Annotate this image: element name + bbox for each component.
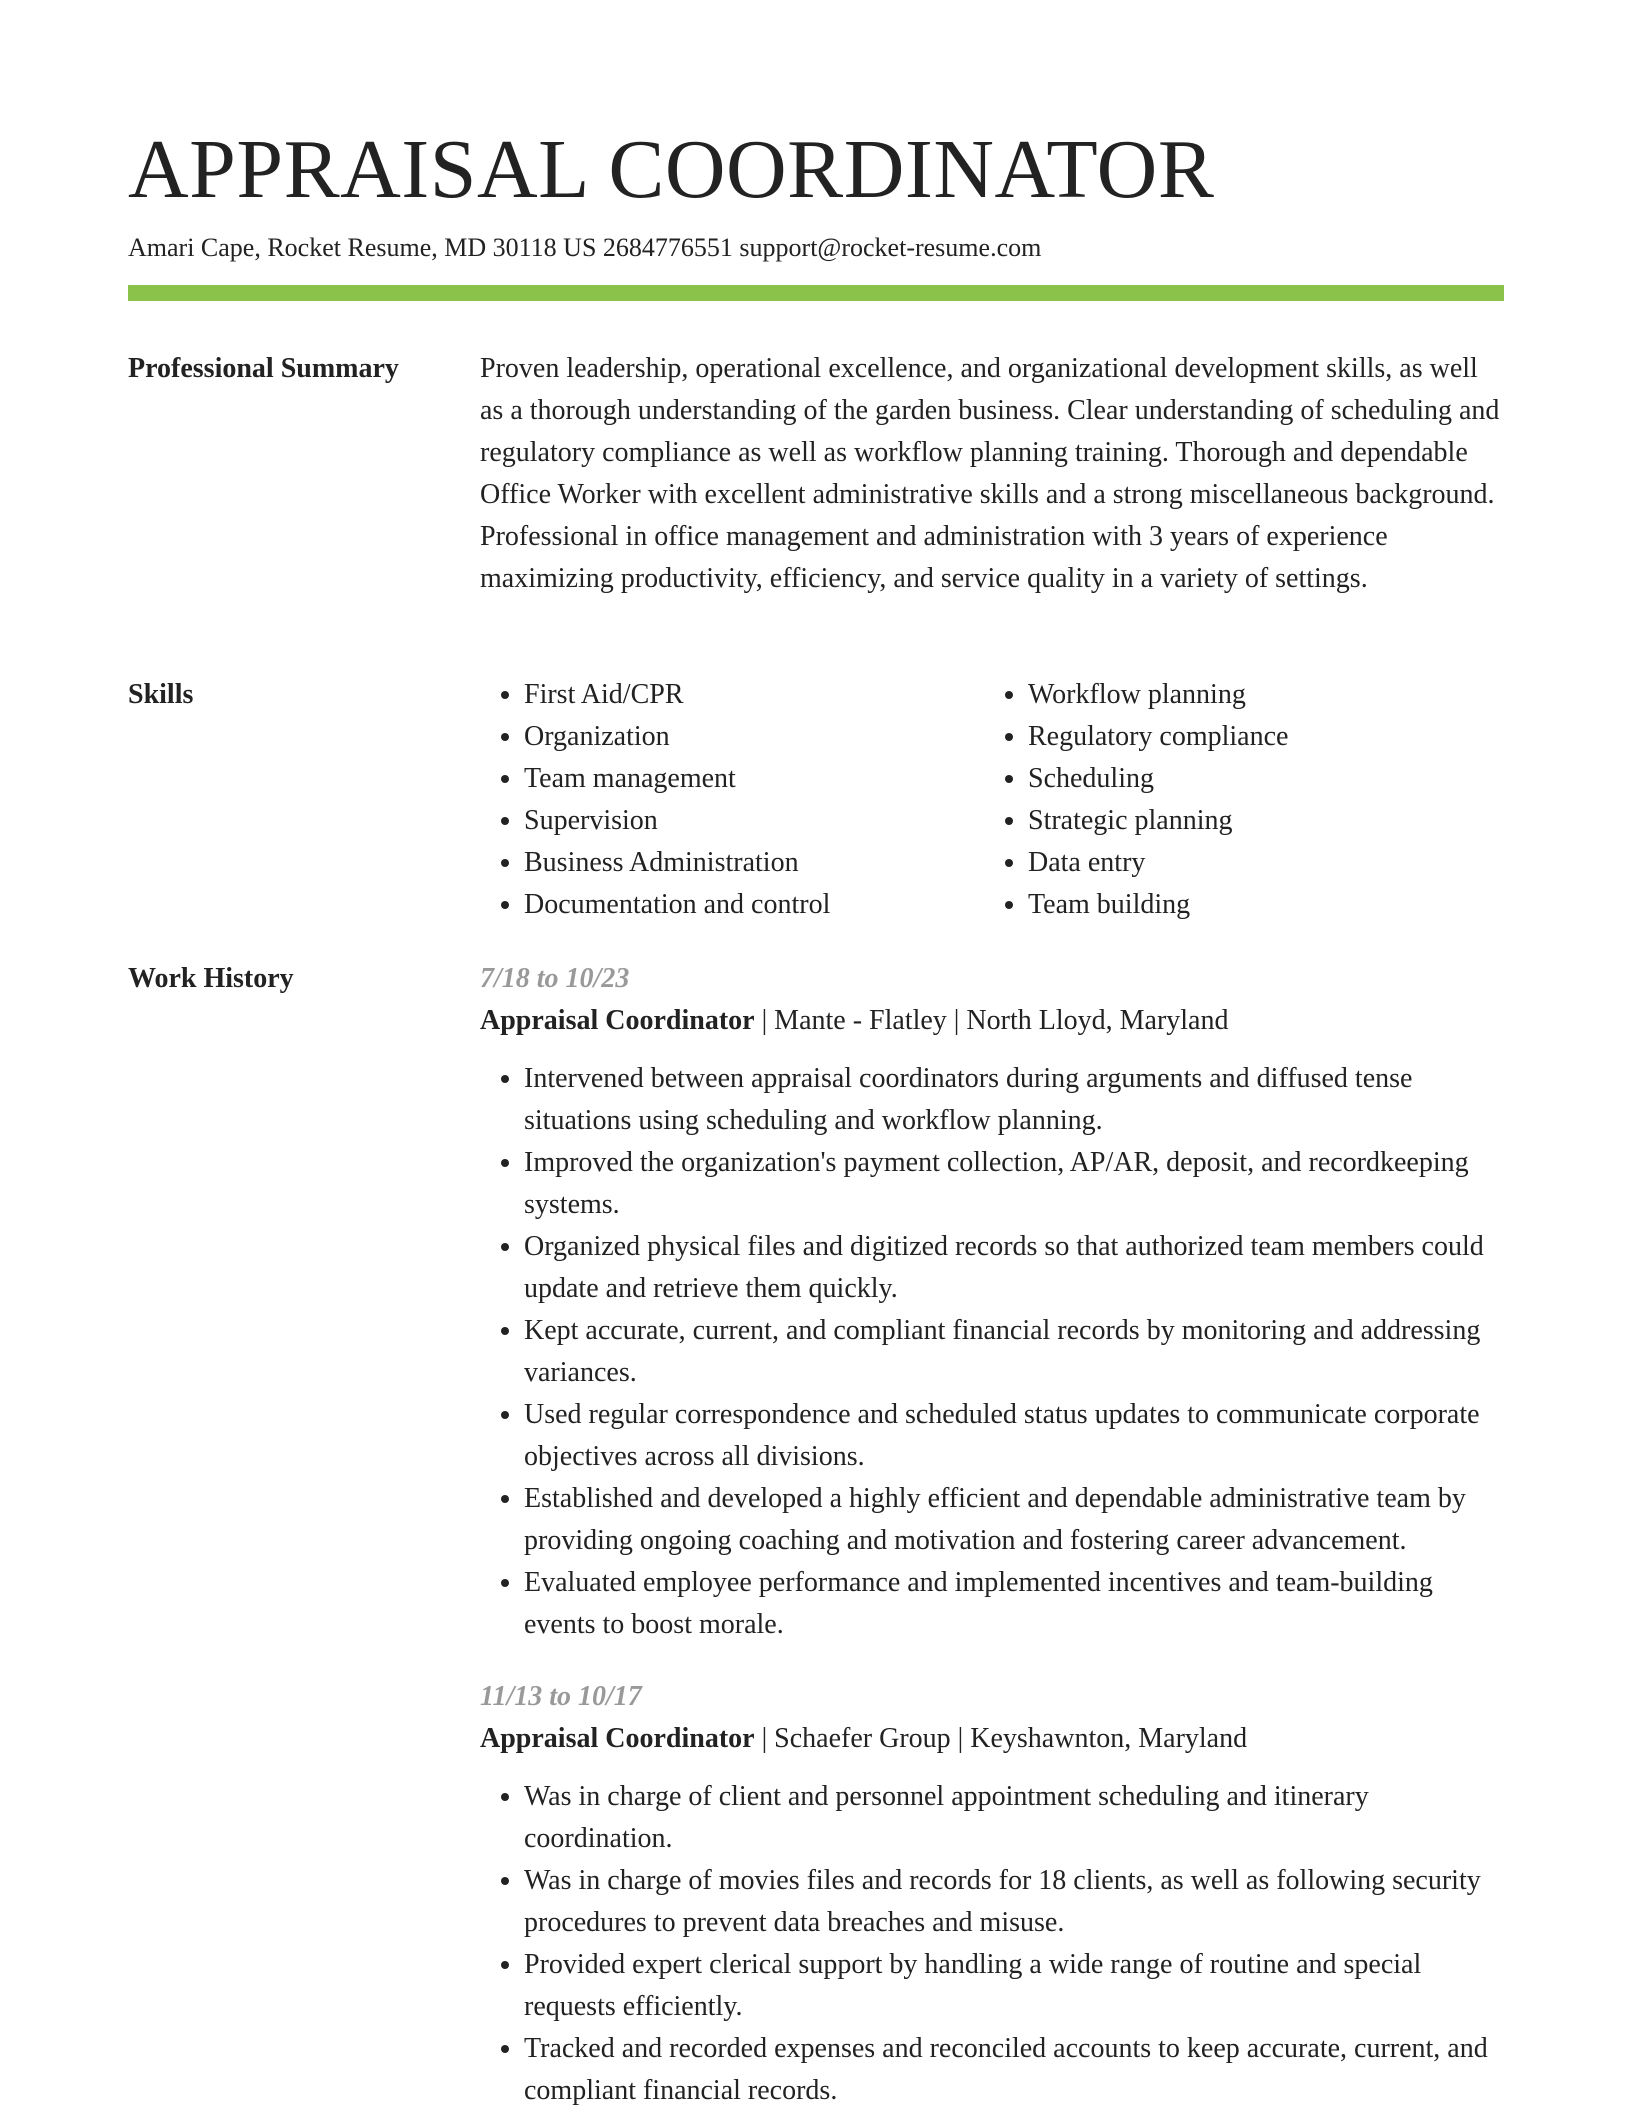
job-bullet-list	[480, 1058, 1506, 1646]
job-title: Appraisal Coordinator	[480, 1005, 755, 1036]
job-bullet: • Was in charge of movies files and records for 18 clients, as well as following security procedures to prevent data breaches and misuse.	[524, 1860, 1506, 1944]
job-heading	[480, 1000, 1506, 1042]
skill-item: • Workflow planning	[1028, 674, 1488, 716]
work-history-label: Work History	[128, 963, 294, 994]
job-bullet: • Established and developed a highly efficient and dependable administrative team by providing ongoing coaching and motivation and fostering career advancement.	[524, 1478, 1506, 1562]
skill-item: • Documentation and control	[524, 884, 984, 926]
job-bullet-list	[480, 1776, 1506, 2112]
job-details: | Mante - Flatley | North Lloyd, Maryland	[754, 1005, 1229, 1036]
work-history-body	[480, 958, 1506, 2112]
job-dates: 11/13 to 10/17	[480, 1681, 642, 1712]
job-bullet: • Evaluated employee performance and implemented incentives and team-building events to boost morale.	[524, 1562, 1506, 1646]
job-bullet: • Organized physical files and digitized records so that authorized team members could update and retrieve them quickly.	[524, 1226, 1506, 1310]
skill-item: • Regulatory compliance	[1028, 716, 1488, 758]
skill-item: • Team building	[1028, 884, 1488, 926]
job-title: Appraisal Coordinator	[480, 1723, 755, 1754]
skill-item: • Business Administration	[524, 842, 984, 884]
job-entry	[480, 958, 1506, 1646]
skill-item: • Scheduling	[1028, 758, 1488, 800]
skills-label: Skills	[128, 679, 194, 710]
skill-item: • Team management	[524, 758, 984, 800]
job-bullet: • Improved the organization's payment collection, AP/AR, deposit, and recordkeeping systems.	[524, 1142, 1506, 1226]
skills-list-right	[984, 674, 1488, 926]
accent-divider	[128, 285, 1504, 301]
job-bullet: • Tracked and recorded expenses and reconciled accounts to keep accurate, current, and compliant financial records.	[524, 2028, 1506, 2112]
summary-text: Proven leadership, operational excellence, and organizational development skills, as well as a thorough understanding of the garden business. Clear understanding of scheduling and regulatory compliance as well as workflow planning training. Thorough and dependable Office Worker with excellent administrative skills and a strong miscellaneous background. Professional in office management and administration with 3 years of experience maximizing productivity, efficiency, and service quality in a variety of settings.	[480, 353, 1500, 594]
skills-list-left	[480, 674, 984, 926]
job-bullet: • Used regular correspondence and scheduled status updates to communicate corporate objectives across all divisions.	[524, 1394, 1506, 1478]
job-bullet: • Provided expert clerical support by handling a wide range of routine and special requests efficiently.	[524, 1944, 1506, 2028]
skill-item: • First Aid/CPR	[524, 674, 984, 716]
resume-title: APPRAISAL COORDINATOR	[128, 123, 1215, 216]
summary-label: Professional Summary	[128, 353, 399, 384]
skill-item: • Data entry	[1028, 842, 1488, 884]
contact-line: Amari Cape, Rocket Resume, MD 30118 US 2684776551 support@rocket-resume.com	[128, 233, 1042, 262]
job-bullet: • Intervened between appraisal coordinators during arguments and diffused tense situations using scheduling and workflow planning.	[524, 1058, 1506, 1142]
job-dates: 7/18 to 10/23	[480, 963, 630, 994]
job-heading	[480, 1718, 1506, 1760]
skill-item: • Organization	[524, 716, 984, 758]
skill-item: • Strategic planning	[1028, 800, 1488, 842]
summary-body	[480, 348, 1506, 600]
job-bullet: • Was in charge of client and personnel appointment scheduling and itinerary coordination.	[524, 1776, 1506, 1860]
job-entry	[480, 1676, 1506, 2112]
skill-item: • Supervision	[524, 800, 984, 842]
job-bullet: • Kept accurate, current, and compliant financial records by monitoring and addressing variances.	[524, 1310, 1506, 1394]
job-details: | Schaefer Group | Keyshawnton, Maryland	[754, 1723, 1248, 1754]
